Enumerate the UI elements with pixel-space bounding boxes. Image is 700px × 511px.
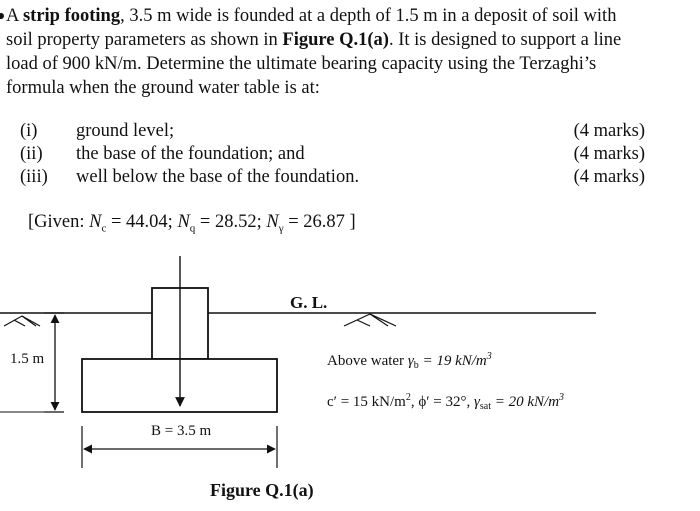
strip-footing-term: strip footing: [22, 6, 121, 26]
figure-caption: Figure Q.1(a): [210, 480, 314, 500]
sub-question-list: [20, 120, 645, 189]
item-marks: (4 marks): [573, 121, 645, 141]
width-label: B = 3.5 m: [151, 423, 212, 439]
item-text: well below the base of the foundation.: [76, 167, 360, 187]
sub-question-ii: [20, 143, 645, 166]
ground-hatch-right: [344, 314, 396, 326]
bullet-icon: [0, 13, 4, 19]
sub-question-iii: [20, 166, 645, 189]
item-number: (ii): [20, 144, 43, 164]
item-number: (i): [20, 121, 38, 141]
question-paragraph: A strip footing, 3.5 m wide is founded at a depth of 1.5 m in a deposit of soil with soil property parameters as shown in Figure Q.1(a). It is designed to support a line load of 900 kN/m. Determine the ultimate bearing capacity using the Terzaghi’s formula when the ground water table is at:: [6, 4, 646, 100]
figure-reference: Figure Q.1(a): [282, 30, 389, 50]
given-factors: [Given: $N_c = 44.04$; $N_q = 28.52$; $N_\gamma = 26.87$ ]: [28, 212, 356, 235]
item-marks: (4 marks): [573, 167, 645, 187]
item-text: the base of the foundation; and: [76, 144, 305, 164]
item-number: (iii): [20, 167, 48, 187]
unit-weight-above-water: Above water $\gamma_b = 19$ $kN/m^3$: [327, 351, 492, 371]
ground-hatch-left: [4, 316, 40, 326]
sub-question-i: [20, 120, 645, 143]
item-text: ground level;: [76, 121, 175, 141]
footing-diagram: [0, 248, 700, 511]
item-marks: (4 marks): [573, 144, 645, 164]
soil-parameters: c′ = 15 $kN/m^2$, ϕ′ = 32°, $\gamma_{sat} = 20$ $kN/m^3$: [327, 392, 565, 412]
depth-label: 1.5 m: [10, 351, 45, 367]
ground-level-label: G. L.: [290, 293, 328, 312]
